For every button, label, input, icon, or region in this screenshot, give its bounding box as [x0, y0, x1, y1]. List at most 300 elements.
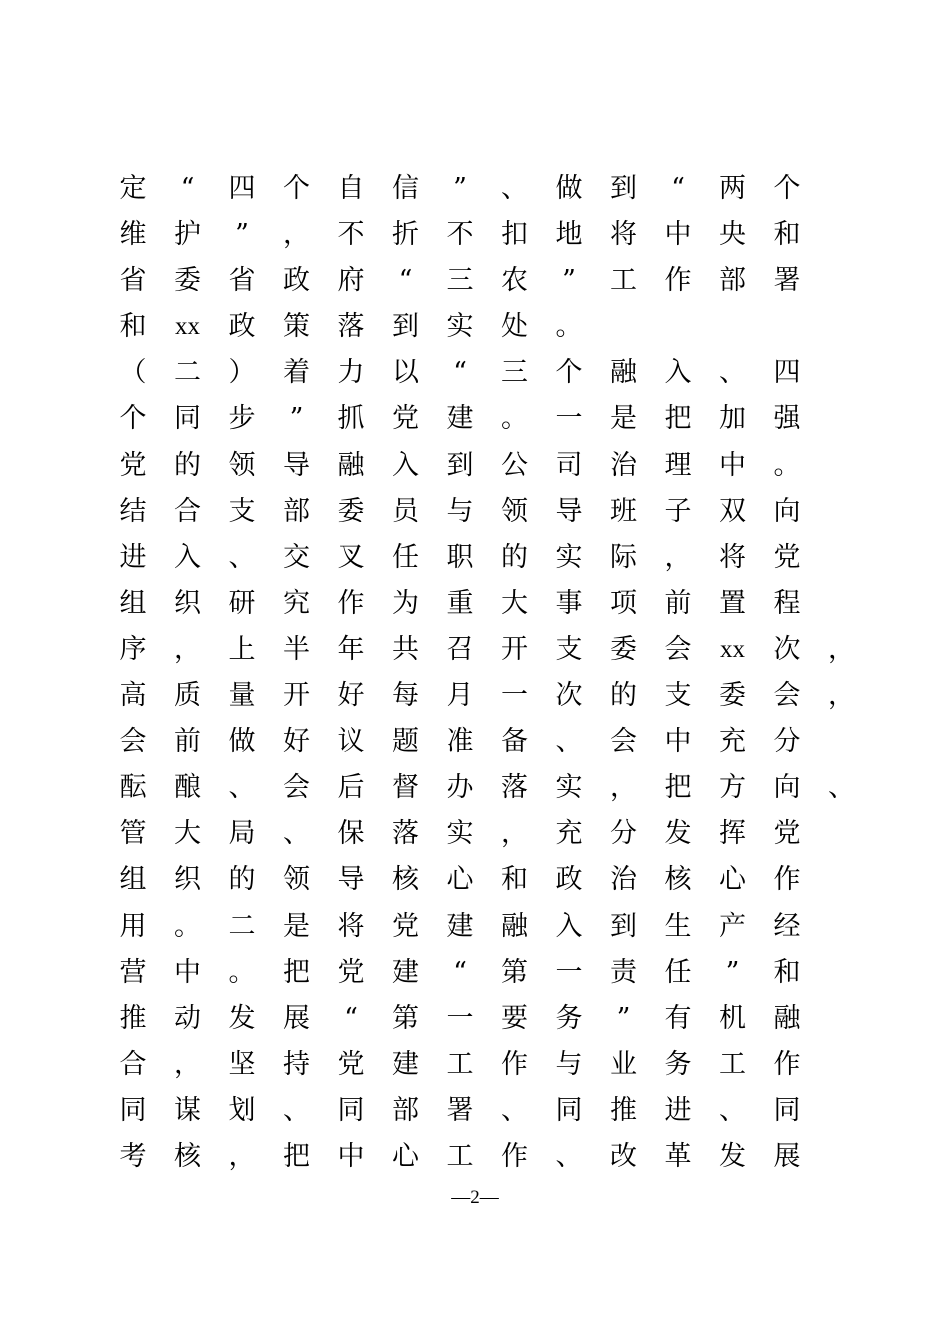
text-char: 动	[174, 1002, 201, 1034]
text-char: 同	[555, 1094, 583, 1126]
text-char: 到	[610, 910, 637, 942]
text-char: 。	[501, 403, 528, 435]
text-char: 作	[501, 1140, 528, 1172]
text-char: 党	[337, 956, 365, 988]
text-char: 步	[228, 403, 256, 435]
text-char: 发	[719, 1140, 746, 1172]
text-char: 部	[283, 495, 310, 527]
text-char: 分	[773, 726, 801, 758]
text-char: 署	[446, 1094, 474, 1126]
text-char: 政	[283, 265, 310, 297]
text-char: 建	[446, 910, 474, 942]
text-char: 与	[446, 495, 474, 527]
text-line	[113, 396, 853, 442]
text-char: 的	[501, 541, 528, 573]
text-char: 召	[446, 633, 474, 665]
text-char: 入	[392, 449, 419, 481]
text-char: 入	[174, 541, 201, 573]
text-char: 扣	[501, 219, 528, 251]
text-char: 开	[283, 680, 310, 712]
text-char: 要	[501, 1002, 528, 1034]
text-char: 领	[501, 495, 528, 527]
text-char: 建	[392, 1048, 419, 1080]
text-char: 营	[119, 956, 147, 988]
text-char: 共	[392, 633, 419, 665]
text-char: 推	[119, 1002, 147, 1034]
text-char: 划	[228, 1094, 256, 1126]
text-char: ，	[174, 1048, 201, 1080]
text-char: 领	[228, 449, 256, 481]
text-char: 研	[228, 587, 256, 619]
text-char: 分	[610, 818, 637, 850]
text-char: ”	[562, 265, 576, 297]
text-char: 心	[719, 864, 746, 896]
text-char: 核	[392, 864, 419, 896]
text-char: 融	[610, 357, 637, 389]
text-char: 题	[392, 726, 419, 758]
text-char: 强	[773, 403, 801, 435]
text-char: 导	[337, 864, 365, 896]
text-char: 党	[392, 910, 419, 942]
text-char: 处	[501, 311, 528, 343]
text-char: 务	[664, 1048, 692, 1080]
text-char: ，	[828, 680, 855, 712]
text-line	[113, 212, 853, 258]
text-char: 三	[446, 265, 474, 297]
text-char: 融	[501, 910, 528, 942]
text-char: xx	[720, 635, 745, 663]
text-char: 责	[610, 956, 637, 988]
text-char: ，	[228, 1140, 256, 1172]
text-char: 委	[174, 265, 201, 297]
text-char: 建	[392, 956, 419, 988]
text-char: 任	[392, 541, 419, 573]
text-char: 治	[610, 449, 637, 481]
text-char: 二	[174, 357, 201, 389]
text-char: 会	[773, 680, 801, 712]
text-char: 保	[337, 818, 365, 850]
text-char: 自	[337, 173, 365, 204]
text-char: 与	[555, 1048, 583, 1080]
text-char: 备	[501, 726, 528, 758]
text-char: “	[671, 173, 685, 204]
text-char: ”	[235, 219, 249, 251]
text-char: 两	[719, 173, 746, 204]
text-char: “	[453, 357, 467, 389]
text-char: ”	[453, 173, 467, 204]
text-char: 挥	[719, 818, 746, 850]
text-char: 央	[719, 219, 746, 251]
text-char: 支	[555, 633, 583, 665]
text-char: 把	[283, 1140, 310, 1172]
text-char: 充	[719, 726, 746, 758]
text-line	[113, 719, 853, 765]
text-char: 支	[664, 680, 692, 712]
text-char: 织	[174, 864, 201, 896]
text-char: 会	[283, 772, 310, 804]
text-char: 任	[664, 956, 692, 988]
text-char: 方	[719, 772, 746, 804]
text-char: 重	[446, 587, 474, 619]
text-char: 。	[174, 910, 201, 942]
text-char: 党	[392, 403, 419, 435]
text-char: 委	[610, 633, 637, 665]
text-char: 酝	[119, 772, 147, 804]
text-char: 入	[664, 357, 692, 389]
text-char: 到	[446, 449, 474, 481]
text-line	[113, 627, 853, 673]
text-char: 委	[719, 680, 746, 712]
text-char: 中	[664, 726, 692, 758]
text-line	[113, 765, 853, 811]
text-char: 。	[555, 311, 583, 343]
text-char: 子	[664, 495, 692, 527]
text-line	[113, 1042, 853, 1088]
text-char: 作	[664, 265, 692, 297]
text-char: 有	[664, 1002, 692, 1034]
text-char: 三	[501, 357, 528, 389]
text-char: 作	[501, 1048, 528, 1080]
text-char: 同	[174, 403, 201, 435]
text-char: 的	[610, 680, 637, 712]
text-char: 会	[610, 726, 637, 758]
text-char: 个	[555, 357, 583, 389]
text-char: 支	[228, 495, 256, 527]
text-char: ，	[610, 772, 637, 804]
text-line	[113, 166, 853, 212]
text-char: 中	[337, 1140, 365, 1172]
text-char: 发	[664, 818, 692, 850]
text-char: ，	[501, 818, 528, 850]
text-char: 和	[501, 864, 528, 896]
text-char: 前	[174, 726, 201, 758]
text-char: xx	[175, 313, 200, 341]
text-char: 合	[119, 1048, 147, 1080]
text-char: 、	[283, 818, 310, 850]
text-char: 以	[392, 357, 419, 389]
text-char: 不	[337, 219, 365, 251]
text-char: 同	[773, 1094, 801, 1126]
text-char: 半	[283, 633, 310, 665]
text-char: 用	[119, 910, 147, 942]
text-char: 实	[555, 541, 583, 573]
text-char: 大	[174, 818, 201, 850]
text-char: 革	[664, 1140, 692, 1172]
text-char: 力	[337, 357, 365, 389]
text-char: 第	[501, 956, 528, 988]
text-char: （	[119, 357, 147, 389]
text-char: 把	[664, 403, 692, 435]
text-char: 折	[392, 219, 419, 251]
text-char: 大	[501, 587, 528, 619]
text-char: 组	[119, 587, 147, 619]
text-char: 、	[501, 1094, 528, 1126]
text-char: 会	[664, 633, 692, 665]
text-char: 将	[337, 910, 365, 942]
text-char: 改	[610, 1140, 637, 1172]
text-char: 工	[610, 265, 637, 297]
text-char: 酿	[174, 772, 201, 804]
text-char: 好	[283, 726, 310, 758]
text-char: ，	[664, 541, 692, 573]
text-char: 织	[174, 587, 201, 619]
text-char: 公	[501, 449, 528, 481]
text-char: 局	[228, 818, 256, 850]
text-char: 作	[773, 864, 801, 896]
text-char: 农	[501, 265, 528, 297]
text-char: 党	[773, 541, 801, 573]
text-char: 府	[337, 265, 365, 297]
text-char: 前	[664, 587, 692, 619]
text-line	[113, 304, 853, 350]
text-char: 次	[773, 633, 801, 665]
text-char: 、	[828, 772, 855, 804]
text-char: 事	[555, 587, 583, 619]
text-line	[113, 673, 853, 719]
text-char: 班	[610, 495, 637, 527]
text-char: 产	[719, 910, 746, 942]
text-char: 核	[174, 1140, 201, 1172]
text-char: 是	[610, 403, 637, 435]
text-char: 开	[501, 633, 528, 665]
text-char: 到	[610, 173, 637, 204]
text-char: 工	[446, 1048, 474, 1080]
text-char: 实	[555, 772, 583, 804]
text-char: ，	[828, 633, 855, 665]
text-char: 第	[392, 1002, 419, 1034]
text-char: 月	[446, 680, 474, 712]
text-char: 护	[174, 219, 201, 251]
text-char: 合	[174, 495, 201, 527]
text-char: 叉	[337, 541, 365, 573]
text-char: 持	[283, 1048, 310, 1080]
body-text	[113, 166, 853, 1180]
text-char: 结	[119, 495, 147, 527]
text-char: 质	[174, 680, 201, 712]
text-char: 导	[283, 449, 310, 481]
text-char: “	[344, 1002, 358, 1034]
text-char: 年	[337, 633, 365, 665]
text-char: 加	[719, 403, 746, 435]
text-char: 、	[555, 726, 583, 758]
text-char: 着	[283, 357, 310, 389]
text-char: 把	[664, 772, 692, 804]
text-char: 做	[555, 173, 583, 204]
text-char: 工	[446, 1140, 474, 1172]
text-char: 程	[773, 587, 801, 619]
text-char: 推	[610, 1094, 637, 1126]
text-char: 将	[719, 541, 746, 573]
text-char: 进	[119, 541, 147, 573]
text-char: 一	[555, 956, 583, 988]
text-char: 做	[228, 726, 256, 758]
text-char: 落	[337, 311, 365, 343]
text-char: 发	[228, 1002, 256, 1034]
text-char: 究	[283, 587, 310, 619]
text-char: 作	[773, 1048, 801, 1080]
text-char: 项	[610, 587, 637, 619]
text-char: 四	[228, 173, 256, 204]
text-char: 不	[446, 219, 474, 251]
text-char: 个	[773, 173, 801, 204]
text-char: 每	[392, 680, 419, 712]
text-char: 司	[555, 449, 583, 481]
text-char: 一	[555, 403, 583, 435]
text-char: 中	[664, 219, 692, 251]
text-char: ”	[725, 956, 740, 988]
text-line	[113, 1088, 853, 1134]
text-char: 生	[664, 910, 692, 942]
text-char: 、	[719, 357, 746, 389]
text-char: 督	[392, 772, 419, 804]
text-line	[113, 811, 853, 857]
text-char: 党	[337, 1048, 365, 1080]
text-char: 充	[555, 818, 583, 850]
text-line	[113, 1134, 853, 1180]
text-line	[113, 857, 853, 903]
text-char: 党	[119, 449, 147, 481]
text-char: ”	[289, 403, 304, 435]
text-char: 到	[392, 311, 419, 343]
text-char: 进	[664, 1094, 692, 1126]
text-line	[113, 350, 853, 396]
text-char: 理	[664, 449, 692, 481]
text-char: 议	[337, 726, 365, 758]
text-char: 维	[119, 219, 147, 251]
text-char: 党	[773, 818, 801, 850]
text-char: 会	[119, 726, 147, 758]
text-char: 融	[773, 1002, 801, 1034]
text-char: 心	[392, 1140, 419, 1172]
text-char: 省	[119, 265, 147, 297]
text-char: 落	[392, 818, 419, 850]
text-char: 省	[228, 265, 256, 297]
text-char: 工	[719, 1048, 746, 1080]
text-char: 经	[773, 910, 801, 942]
text-char: 四	[773, 357, 801, 389]
text-char: 实	[446, 818, 474, 850]
text-char: 展	[283, 1002, 310, 1034]
text-char: 坚	[228, 1048, 256, 1080]
text-char: ，	[174, 633, 201, 665]
text-char: 管	[119, 818, 147, 850]
text-char: 地	[555, 219, 583, 251]
text-char: 信	[392, 173, 419, 204]
text-char: 双	[719, 495, 746, 527]
text-char: 部	[719, 265, 746, 297]
text-char: 一	[501, 680, 528, 712]
text-char: 署	[773, 265, 801, 297]
text-char: 中	[719, 449, 746, 481]
text-char: 办	[446, 772, 474, 804]
text-char: 委	[337, 495, 365, 527]
text-char: 上	[228, 633, 256, 665]
text-char: 好	[337, 680, 365, 712]
text-char: 入	[555, 910, 583, 942]
text-char: 核	[664, 864, 692, 896]
text-char: “	[180, 173, 195, 204]
text-char: 际	[610, 541, 637, 573]
text-char: 和	[773, 956, 801, 988]
text-char: 的	[174, 449, 201, 481]
text-char: 抓	[337, 403, 365, 435]
text-char: 准	[446, 726, 474, 758]
text-char: 、	[501, 173, 528, 204]
text-char: 和	[119, 311, 147, 343]
text-char: 置	[719, 587, 746, 619]
text-line	[113, 950, 853, 996]
text-char: 作	[337, 587, 365, 619]
text-char: 量	[228, 680, 256, 712]
text-char: ”	[616, 1002, 631, 1034]
text-char: 个	[119, 403, 147, 435]
text-line	[113, 904, 853, 950]
text-char: ，	[283, 219, 310, 251]
text-char: 序	[119, 633, 147, 665]
text-char: 融	[337, 449, 365, 481]
text-char: 务	[555, 1002, 583, 1034]
text-char: 、	[555, 1140, 583, 1172]
text-char: 次	[555, 680, 583, 712]
text-char: 部	[392, 1094, 419, 1126]
text-char: 、	[228, 772, 256, 804]
text-char: 。	[228, 956, 256, 988]
text-char: 建	[446, 403, 474, 435]
text-char: 将	[610, 219, 637, 251]
text-char: 展	[773, 1140, 801, 1172]
text-char: 二	[228, 910, 256, 942]
text-char: 向	[773, 772, 801, 804]
text-char: 、	[719, 1094, 746, 1126]
text-char: 是	[283, 910, 310, 942]
text-char: 职	[446, 541, 474, 573]
text-char: 向	[773, 495, 801, 527]
text-char: 心	[446, 864, 474, 896]
text-char: 同	[337, 1094, 365, 1126]
text-line	[113, 489, 853, 535]
text-char: 政	[555, 864, 583, 896]
text-line	[113, 258, 853, 304]
text-char: 、	[228, 541, 256, 573]
text-char: 组	[119, 864, 147, 896]
text-char: 个	[283, 173, 310, 204]
text-line	[113, 443, 853, 489]
text-line	[113, 581, 853, 627]
text-char: 一	[446, 1002, 474, 1034]
text-char: 领	[283, 864, 310, 896]
text-char: 落	[501, 772, 528, 804]
text-char: 员	[392, 495, 419, 527]
text-char: ）	[228, 357, 256, 389]
text-char: 业	[610, 1048, 637, 1080]
text-char: 。	[773, 449, 801, 481]
text-char: 的	[228, 864, 256, 896]
text-char: 和	[773, 219, 801, 251]
text-char: 中	[174, 956, 201, 988]
text-char: 机	[719, 1002, 746, 1034]
text-char: 把	[283, 956, 310, 988]
text-line	[113, 535, 853, 581]
text-char: “	[398, 265, 413, 297]
text-char: 实	[446, 311, 474, 343]
text-char: 考	[119, 1140, 147, 1172]
text-char: 高	[119, 680, 147, 712]
text-char: 策	[283, 311, 310, 343]
text-char: 后	[337, 772, 365, 804]
page-number: —2—	[451, 1187, 499, 1208]
text-line	[113, 996, 853, 1042]
text-char: “	[453, 956, 467, 988]
